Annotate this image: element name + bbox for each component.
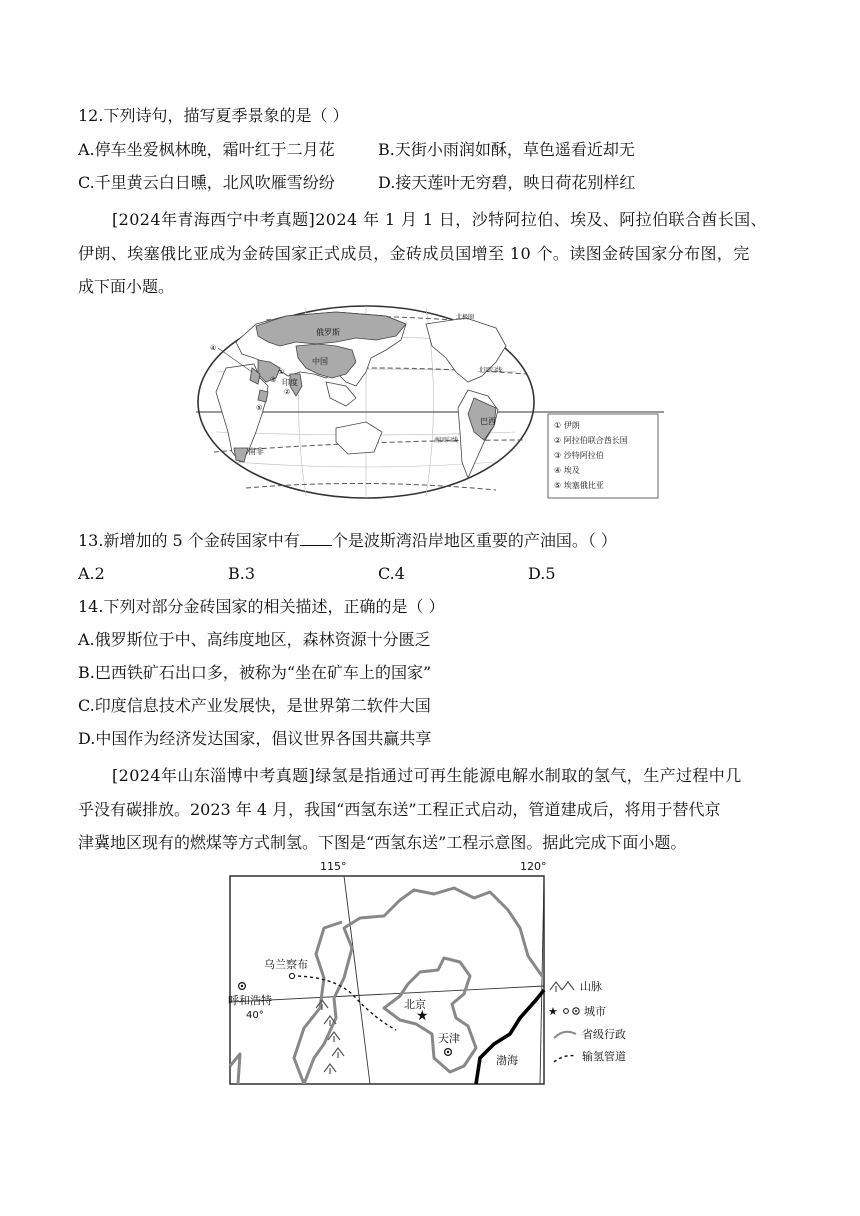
label-tropic-capricorn: 南回归线 [434,437,459,444]
q14-option-a: A.俄罗斯位于中、高纬度地区，森林资源十分匮乏 [78,630,431,649]
label-tropic-cancer: 北回归线 [478,367,503,374]
q13-stem: 13.新增加的 5 个金砖国家中有 个是波斯湾沿岸地区重要的产油国。（ ） [78,531,617,550]
svg-text:★: ★ [548,1005,558,1018]
q13-option-d: D.5 [528,564,556,583]
q12-option-a: A.停车坐爱枫林晚，霜叶红于二月花 [78,140,335,159]
ethiopia-shape [258,390,268,402]
legend-ethiopia: ⑤ 埃塞俄比亚 [554,481,604,490]
q12-option-b: B.天街小雨润如酥，草色遥看近却无 [378,140,635,159]
q12-option-d: D.接天莲叶无穷碧，映日荷花别样红 [378,173,636,192]
h2map-legend [548,980,626,1063]
legend-egypt: ④ 埃及 [554,466,580,475]
q14-option-b: B.巴西铁矿石出口多，被称为“坐在矿车上的国家” [78,663,432,682]
q14-option-c: C.印度信息技术产业发展快，是世界第二软件大国 [78,696,431,715]
intro2-line1: [2024年山东淄博中考真题]绿氢是指通过可再生能源电解水制取的氢气，生产过程中几 [112,766,742,785]
q14-option-d: D.中国作为经济发达国家，倡议世界各国共赢共享 [78,729,432,748]
legend-saudi: ③ 沙特阿拉伯 [554,451,604,460]
brics-world-map [196,302,664,502]
label-beijing: 北京 [404,998,426,1011]
label-num1: ① [278,368,285,376]
label-china: 中国 [312,357,328,366]
legend-city: 城市 [584,1005,606,1018]
label-india: 印度 [282,378,298,387]
label-south-africa: 南非 [248,447,264,456]
label-bohai: 渤海 [496,1054,518,1067]
label-brazil: 巴西 [480,417,496,426]
label-arctic-circle: 北极圈 [456,314,475,321]
map-frame [230,876,544,1084]
label-num4: ④ [210,344,217,352]
intro2-line3: 津冀地区现有的燃煤等方式制氢。下图是“西氢东送”工程示意图。据此完成下面小题。 [78,833,687,852]
worldmap-legend [548,414,658,498]
label-ulanqab: 乌兰察布 [264,958,308,971]
legend-pipeline: 输氢管道 [582,1050,626,1063]
intro1-line1: [2024年青海西宁中考真题]2024 年 1 月 1 日，沙特阿拉伯、埃及、阿拉伯联合酋长国、 [112,210,767,229]
hydrogen-pipeline-map [224,858,644,1090]
label-num2: ② [284,388,291,396]
intro1-line3: 成下面小题。 [78,277,175,296]
q13-option-c: C.4 [378,564,405,583]
legend-border: 省级行政 [582,1028,626,1041]
label-tianjin: 天津 [438,1032,460,1045]
beijing-star: ★ [416,1008,429,1024]
legend-iran: ① 伊朗 [554,421,580,430]
q13-option-a: A.2 [78,564,105,583]
label-lat-40: 40° [246,1010,264,1021]
q14-stem: 14.下列对部分金砖国家的相关描述，正确的是（ ） [78,597,445,616]
intro2-line2: 乎没有碳排放。2023 年 4 月，我国“西氢东送”工程正式启动，管道建成后，将用于替代京 [78,800,721,819]
intro1-line2: 伊朗、埃塞俄比亚成为金砖国家正式成员，金砖成员国增至 10 个。读图金砖国家分布图，完 [78,244,750,263]
label-num5: ⑤ [256,404,263,412]
ulanqab-dot [289,973,294,978]
label-hohhot: 呼和浩特 [228,994,272,1007]
label-lon-115: 115° [320,860,347,873]
q12-stem: 12.下列诗句，描写夏季景象的是（ ） [78,106,349,125]
q13-option-b: B.3 [228,564,256,583]
q12-option-c: C.千里黄云白日曛，北风吹雁雪纷纷 [78,173,335,192]
legend-uae: ② 阿拉伯联合酋长国 [554,436,628,445]
label-russia: 俄罗斯 [316,328,340,337]
q13-blank [300,531,332,546]
legend-mountain: 山脉 [580,980,602,993]
label-lon-120: 120° [520,860,547,873]
label-num3: ③ [270,376,277,384]
